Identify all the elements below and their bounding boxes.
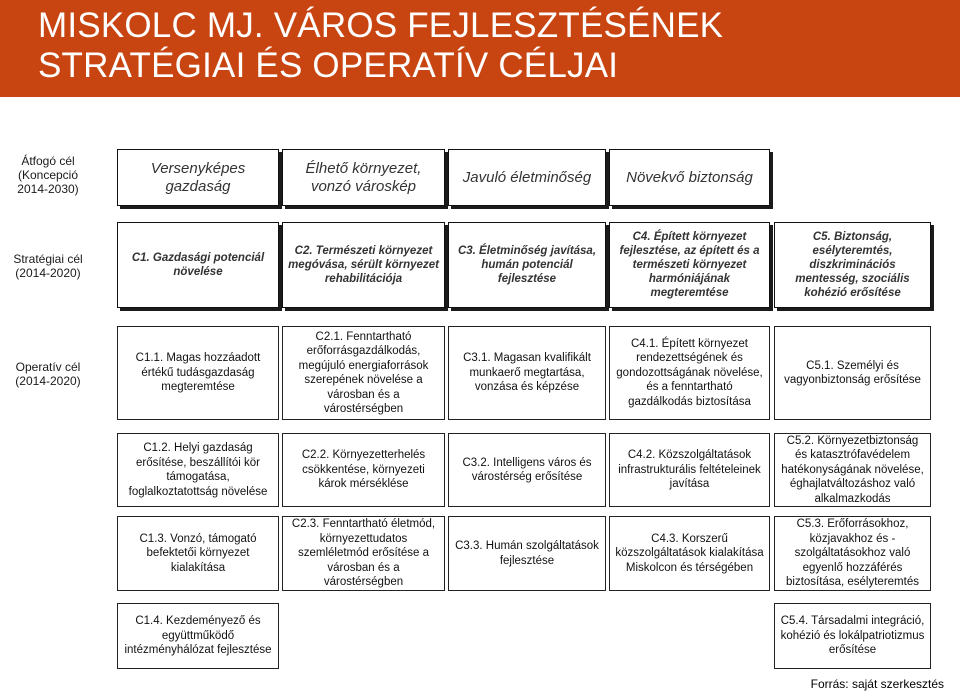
strategic-goal-c2: C2. Természeti környezet megóvása, sérült környezet rehabilitációja xyxy=(282,222,445,308)
operational-goal-c1-4: C1.4. Kezdeményező és együttműködő intézményhálózat fejlesztése xyxy=(117,603,279,669)
operational-goal-c4-1: C4.1. Épített környezet rendezettségének és gondozottságának növelése, és a fenntartható gazdálkodás biztosítása xyxy=(609,326,770,420)
row-label-operativ: Operatív cél (2014-2020) xyxy=(15,360,81,388)
row-label-atfogo: Átfogó cél (Koncepció 2014-2030) xyxy=(17,154,79,196)
operational-goal-c1-1: C1.1. Magas hozzáadott értékű tudásgazdaság megteremtése xyxy=(117,326,279,420)
strategic-goal-c4: C4. Épített környezet fejlesztése, az épített és a természeti környezet harmóniájának megteremtése xyxy=(609,222,770,308)
operational-goal-c3-2: C3.2. Intelligens város és várostérség erősítése xyxy=(448,433,606,507)
page-title-line2: STRATÉGIAI ÉS OPERATÍV CÉLJAI xyxy=(38,46,619,85)
operational-goal-c5-4: C5.4. Társadalmi integráció, kohézió és lokálpatriotizmus erősítése xyxy=(774,603,931,669)
operational-goal-c2-2: C2.2. Környezetterhelés csökkentése, környezeti károk mérséklése xyxy=(282,433,445,507)
title-banner xyxy=(0,0,960,97)
operational-goal-c5-2: C5.2. Környezetbiztonság és katasztrófavédelem hatékonyságának növelése, éghajlatváltozáshoz való alkalmazkodás xyxy=(774,433,931,507)
operational-goal-c4-3: C4.3. Korszerű közszolgáltatások kialakítása Miskolcon és térségében xyxy=(609,516,770,591)
strategic-goal-c5: C5. Biztonság, esélyteremtés, diszkriminációs mentesség, szociális kohézió erősítése xyxy=(774,222,931,308)
source-note: Forrás: saját szerkesztés xyxy=(810,677,944,691)
goal-box: Élhető környezet, vonzó városkép xyxy=(282,149,445,206)
operational-goal-c2-1: C2.1. Fenntartható erőforrásgazdálkodás, megújuló energiaforrások szerepének növelése a városban és a várostérségben xyxy=(282,326,445,420)
goal-box: Versenyképes gazdaság xyxy=(117,149,279,206)
operational-goal-c1-2: C1.2. Helyi gazdaság erősítése, beszállítói kör támogatása, foglalkoztatottság növelése xyxy=(117,433,279,507)
operational-goal-c5-1: C5.1. Személyi és vagyonbiztonság erősítése xyxy=(774,326,931,420)
operational-goal-c1-3: C1.3. Vonzó, támogató befektetői környezet kialakítása xyxy=(117,516,279,591)
operational-goal-c4-2: C4.2. Közszolgáltatások infrastrukturális feltételeinek javítása xyxy=(609,433,770,507)
operational-goal-c2-3: C2.3. Fenntartható életmód, környezettudatos szemléletmód erősítése a városban és a várostérségben xyxy=(282,516,445,591)
operational-goal-c3-3: C3.3. Humán szolgáltatások fejlesztése xyxy=(448,516,606,591)
goal-box: Javuló életminőség xyxy=(448,149,606,206)
strategic-goal-c3: C3. Életminőség javítása, humán potenciál fejlesztése xyxy=(448,222,606,308)
operational-goal-c3-1: C3.1. Magasan kvalifikált munkaerő megtartása, vonzása és képzése xyxy=(448,326,606,420)
goal-box: Növekvő biztonság xyxy=(609,149,770,206)
page-title xyxy=(38,6,723,86)
row-label-strategiai: Stratégiai cél (2014-2020) xyxy=(13,252,83,280)
operational-goal-c5-3: C5.3. Erőforrásokhoz, közjavakhoz és -szolgáltatásokhoz való egyenlő hozzáférés biztosítása, esélyteremtés xyxy=(774,516,931,591)
strategic-goal-c1: C1. Gazdasági potenciál növelése xyxy=(117,222,279,308)
page-title-line1: MISKOLC MJ. VÁROS FEJLESZTÉSÉNEK xyxy=(38,6,724,45)
